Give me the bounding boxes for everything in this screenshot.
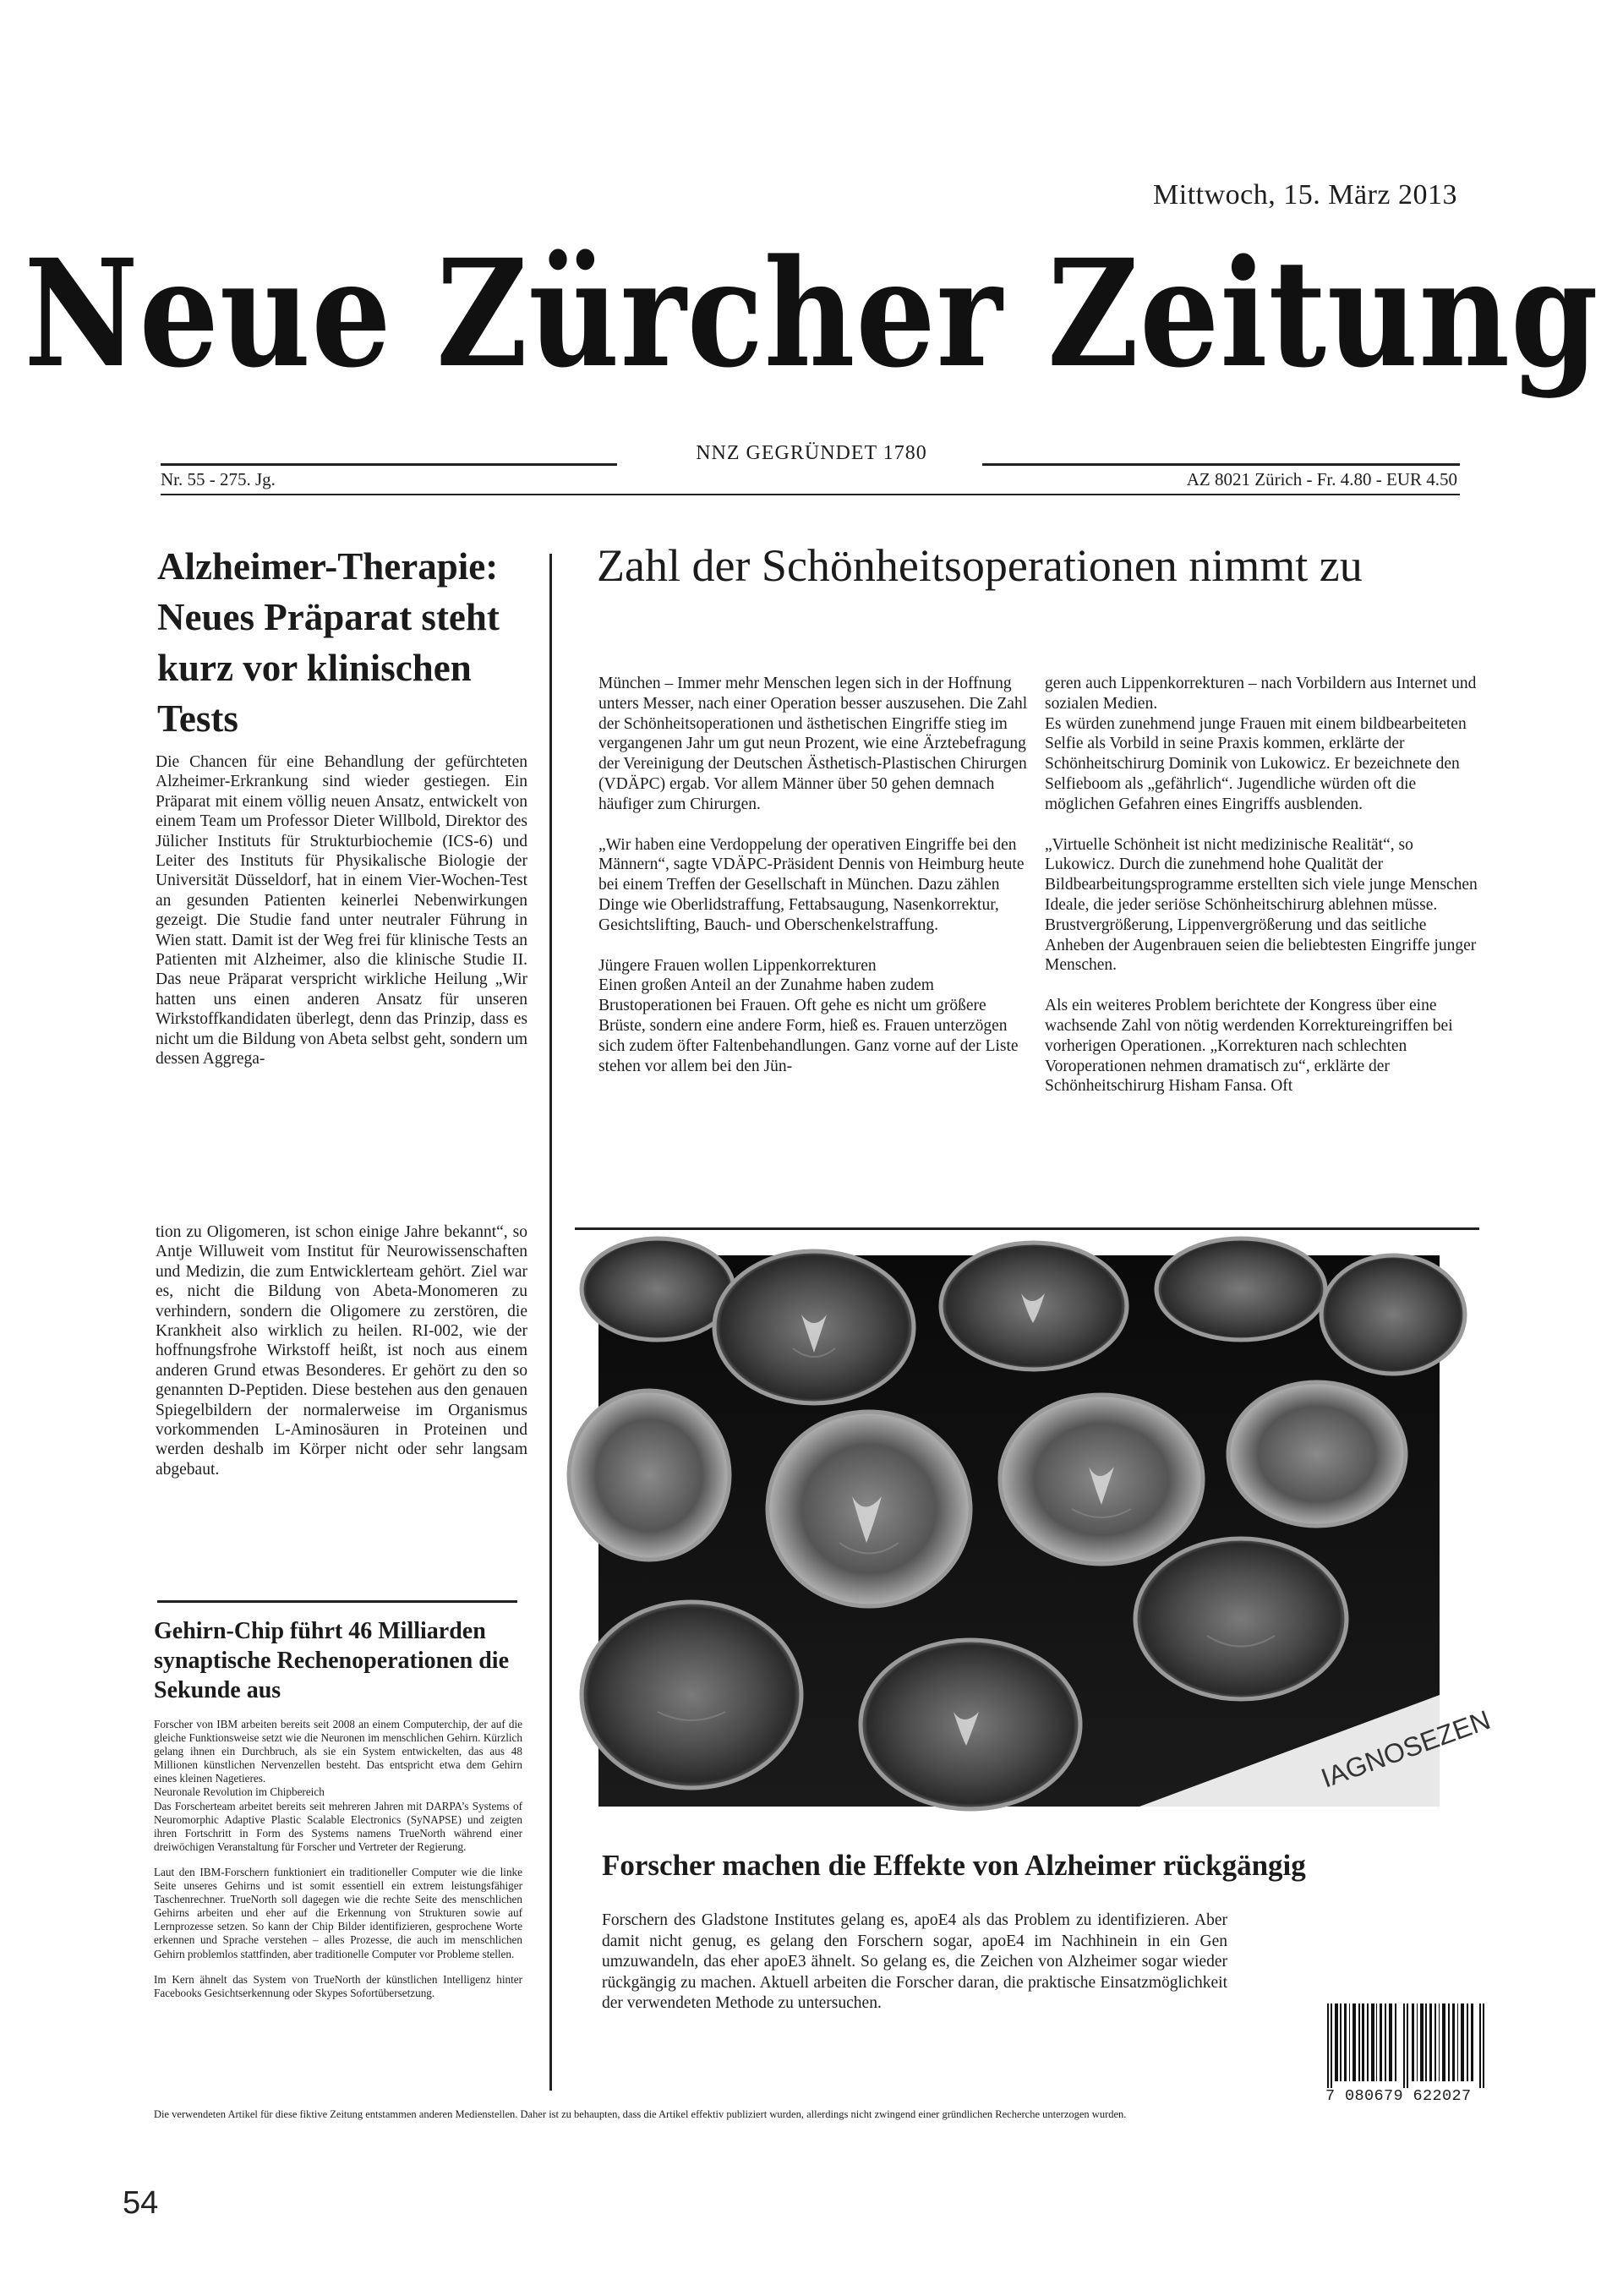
reverse-headline: Forscher machen die Effekte von Alzheimer rückgängig	[602, 1849, 1306, 1882]
beauty-paragraph: „Virtuelle Schönheit ist nicht medizinische Realität“, so Lukowicz. Durch die zunehmend hohe Qualität der Bildbearbeitungsprogramme erstellten sich viele junge Menschen Ideale, die jeder seriöse Schönheitschirurg ablehnen müsse. Brustvergrößerung, Lippenvergrößerung und das seitliche Anheben der Augenbrauen seien die beliebtesten Eingriffe junger Menschen.	[1045, 835, 1478, 975]
disclaimer: Die verwendeten Artikel für diese fiktive Zeitung entstammen anderen Medienstellen. Daher ist zu behaupten, dass die Artikel effektiv publiziert wurden, allerdings nicht zwingend einer gründlichen Recherche unterzogen wurden.	[154, 2108, 1127, 2120]
mri-film-label: IAGNOSEZEN	[1317, 1703, 1495, 1794]
newspaper-title: Neue Zürcher Zeitung	[24, 227, 1599, 401]
issue-number: Nr. 55 - 275. Jg.	[161, 469, 276, 489]
chip-headline: Gehirn-Chip führt 46 Milliarden synaptische Rechenoperationen die Sekunde aus	[154, 1618, 509, 1703]
alzheimer-body-part1: Die Chancen für eine Behandlung der gefürchteten Alzheimer-Erkrankung sind wieder gestiegen. Ein Präparat mit einem völlig neuen Ansatz, entwickelt von einem Team um Professor Dieter Willbold, Direktor des Jülicher Instituts für Strukturbiochemie (ICS-6) und Leiter des Instituts für Physikalische Biologie der Universität Düsseldorf, hat in einem Vier-Wochen-Test an gesunden Patienten keinerlei Nebenwirkungen gezeigt. Die Studie fand unter neutraler Führung in Wien statt. Damit ist der Weg frei für klinische Tests an Patienten mit Alzheimer, also die klinische Studie II. Das neue Präparat verspricht wirkliche Heilung „Wir hatten uns einen anderen Ansatz für unseren Wirkstoffkandidaten überlegt, denn das Prinzip, dass es nicht um die Bildung von Abeta selbst geht, sondern um dessen Aggrega-	[156, 753, 527, 1069]
issue-date: Mittwoch, 15. März 2013	[1153, 179, 1457, 210]
alzheimer-body-part2: tion zu Oligomeren, ist schon einige Jahre bekannt“, so Antje Willuweit vom Institut für Neurowissenschaften und Medizin, die zum Entwicklerteam gehört. Ziel war es, nicht die Bildung von Abeta-Monomeren zu verhindern, sondern die Oligomere zu zerstören, die Krankheit also wirklich zu heilen. RI-002, wie der hoffnungsfrohe Wirkstoff heißt, ist noch aus einem anderen Grund etwas Besonderes. Er gehört zu den so genannten D-Peptiden. Diese bestehen aus den genauen Spiegelbildern der normalerweise im Organismus vorkommenden L-Aminosäuren in Proteinen und werden deshalb im Körper nicht oder sehr langsam abgebaut.	[156, 1223, 527, 1479]
beauty-paragraph: „Wir haben eine Verdoppelung der operativen Eingriffe bei den Männern“, sagte VDÄPC-Präsident Dennis von Heimburg heute bei einem Treffen der Gesellschaft in München. Dazu zählen Dinge wie Oberlidstraffung, Fettabsaugung, Nasenkorrektur, Gesichtslifting, Bauch- und Oberschenkelstraffung.	[598, 835, 1025, 934]
beauty-subheading: Jüngere Frauen wollen Lippenkorrekturen	[598, 956, 877, 975]
barcode-number: 7 080679 622027	[1325, 2087, 1472, 2105]
beauty-column-2	[1045, 674, 1478, 1096]
chip-article-body	[154, 1718, 522, 2000]
chip-article-rule	[157, 1600, 517, 1603]
beauty-paragraph: Als ein weiteres Problem berichtete der Kongress über eine wachsende Zahl von nötig werdenden Korrektureingriffen bei vorherigen Operationen. „Korrekturen nach schlechten Voroperationen nehmen dramatisch zu“, erklärte der Schönheitschirurg Hisham Fansa. Oft	[1045, 997, 1453, 1096]
alzheimer-headline: Alzheimer-Therapie: Neues Präparat steht kurz vor klinischen Tests	[157, 545, 500, 740]
masthead-bottom-rule	[161, 494, 1460, 495]
beauty-paragraph: Es würden zunehmend junge Frauen mit einem bildbearbeiteten Selfie als Vorbild in seine Praxis kommen, erklärte der Schönheitschirurg Dominik von Lukowicz. Er bezeichnete den Selfieboom als „gefährlich“. Jugendliche würden oft die möglichen Gefahren eines Eingriffs ausblenden.	[1045, 714, 1467, 813]
beauty-headline: Zahl der Schönheitsoperationen nimmt zu	[597, 540, 1363, 591]
page-number: 54	[123, 2185, 159, 2221]
beauty-paragraph: München – Immer mehr Menschen legen sich in der Hoffnung unters Messer, nach einer Operation besser auszusehen. Die Zahl der Schönheitsoperationen und ästhetischen Eingriffe stieg im vergangenen Jahr um gut neun Prozent, wie eine Ärztebefragung der Vereinigung der Deutschen Ästhetisch-Plastischen Chirurgen (VDÄPC) ergab. Vor allem Männer über 50 gehen demnach häufiger zum Chirurgen.	[598, 675, 1028, 813]
beauty-paragraph: geren auch Lippenkorrekturen – nach Vorbildern aus Internet und sozialen Medien.	[1045, 675, 1477, 713]
beauty-paragraph: Einen großen Anteil an der Zunahme haben zudem Brustoperationen bei Frauen. Oft gehe es nicht um größere Brüste, sondern eine andere Form, hieß es. Frauen unterzögen sich zudem öfter Faltenbehandlungen. Ganz vorne auf der Liste stehen vor allem bei den Jün-	[598, 976, 1019, 1075]
price-line: AZ 8021 Zürich - Fr. 4.80 - EUR 4.50	[1186, 469, 1457, 489]
beauty-column-1	[598, 674, 1031, 1076]
founded-line: NNZ GEGRÜNDET 1780	[696, 442, 927, 464]
chip-paragraph: Das Forscherteam arbeitet bereits seit mehreren Jahren mit DARPA’s Systems of Neuromorphic Adaptive Plastic Scalable Electronics (SyNAPSE) und zeigten ihren Fortschritt in Form des Systems namens TrueNorth während einer dreiwöchigen Veranstaltung für Forscher und Vertreter der Regierung.	[154, 1799, 522, 1853]
barcode-icon	[1325, 2004, 1489, 2088]
chip-paragraph: Im Kern ähnelt das System von TrueNorth der künstlichen Intelligenz hinter Facebooks Gesichtserkennung oder Skypes Sofortübersetzung.	[154, 1972, 522, 1999]
chip-subheading: Neuronale Revolution im Chipbereich	[154, 1785, 325, 1799]
mri-scan-illustration	[598, 1255, 1495, 1807]
reverse-body: Forschern des Gladstone Institutes gelang es, apoE4 als das Problem zu identifizieren. Aber damit nicht genug, es gelang den Forschern sogar, apoE4 im Nachhinein in ein Gen umzuwandeln, das eher apoE3 ähnelt. So gelang es, die Zeichen von Alzheimer sogar wieder rückgängig zu machen. Aktuell arbeiten die Forscher daran, die praktische Einsatzmöglichkeit der verwendeten Methode zu untersuchen.	[602, 1911, 1227, 2012]
chip-paragraph: Forscher von IBM arbeiten bereits seit 2008 an einem Computerchip, der auf die gleiche Funktionsweise setzt wie die Neuronen im menschlichen Gehirn. Kürzlich gelang ihnen ein Durchbruch, als sie ein System entwickelten, das aus 48 Millionen künstlichen Nervenzellen besteht. Das entspricht etwa dem Gehirn eines kleinen Nagetieres.	[154, 1718, 522, 1785]
column-divider	[549, 554, 552, 2091]
mri-scan-photo	[598, 1255, 1495, 1807]
chip-paragraph: Laut den IBM-Forschern funktioniert ein traditioneller Computer wie die linke Seite unseres Gehirns und ist somit essentiell ein extrem leistungsfähiger Taschenrechner. TrueNorth soll dagegen wie die rechte Seite des menschlichen Gehirns arbeiten und eher auf die Erkennung von Strukturen sowie auf Lernprozesse setzen. So kann der Chip Bilder identifizieren, gesprochene Worte erkennen und Sprache verstehen – alles Prozesse, die auch im menschlichen Gehirn problemlos stattfinden, aber traditionelle Computer vor Probleme stellen.	[154, 1865, 522, 1960]
photo-rule	[575, 1227, 1479, 1230]
